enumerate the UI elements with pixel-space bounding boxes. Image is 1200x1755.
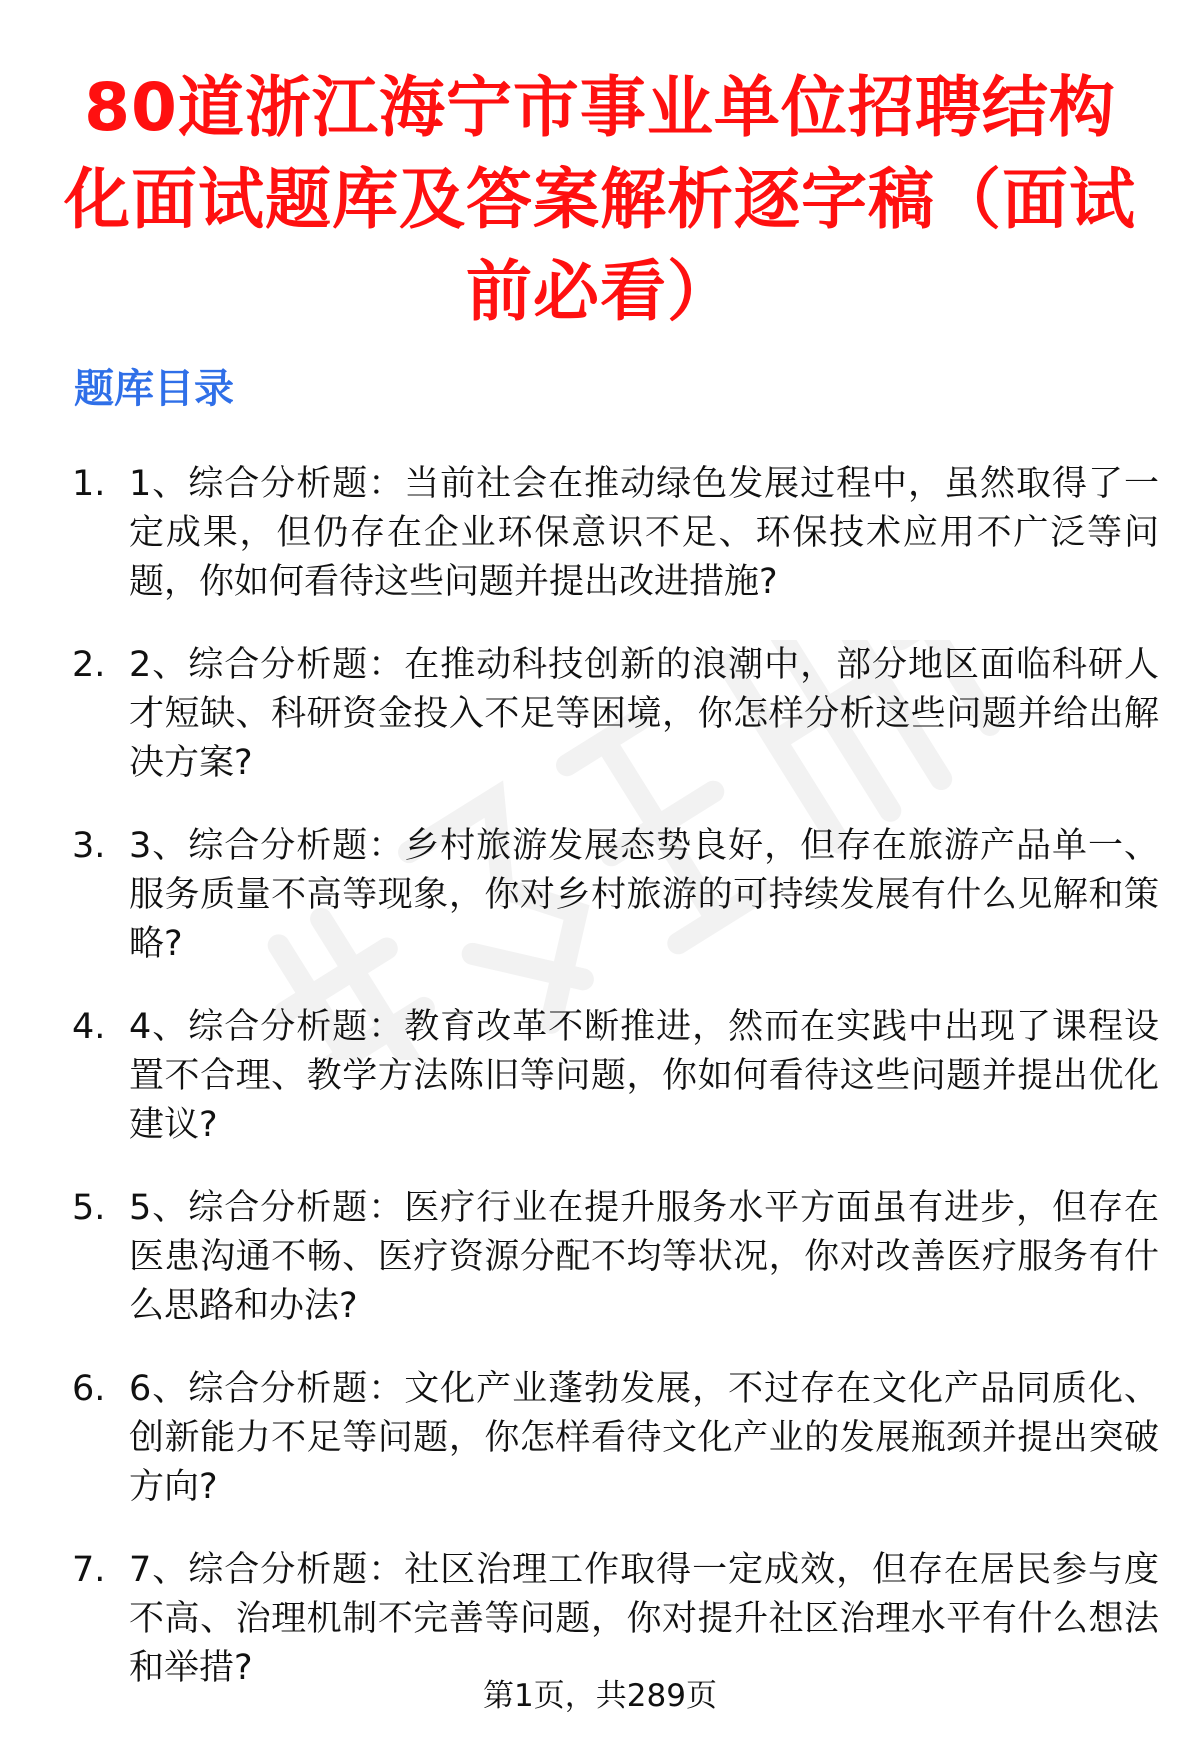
- page-title: 80道浙江海宁市事业单位招聘结构化面试题库及答案解析逐字稿（面试前必看）: [64, 69, 1136, 330]
- list-item[interactable]: [0, 1184, 1200, 1365]
- item-text: 4、综合分析题：教育改革不断推进，然而在实践中出现了课程设置不合理、教学方法陈旧等问题，你如何看待这些问题并提出优化建议?: [129, 1007, 1159, 1145]
- toc-heading: 题库目录: [74, 366, 234, 412]
- item-text: 1、综合分析题：当前社会在推动绿色发展过程中，虽然取得了一定成果，但仍存在企业环保意识不足、环保技术应用不广泛等问题，你如何看待这些问题并提出改进措施?: [129, 464, 1159, 602]
- item-text: 5、综合分析题：医疗行业在提升服务水平方面虽有进步，但存在医患沟通不畅、医疗资源分配不均等状况，你对改善医疗服务有什么思路和办法?: [129, 1188, 1159, 1326]
- item-number: 4.: [72, 1007, 106, 1047]
- item-text: 3、综合分析题：乡村旅游发展态势良好，但存在旅游产品单一、服务质量不高等现象，你对乡村旅游的可持续发展有什么见解和策略?: [129, 826, 1159, 964]
- list-item[interactable]: [0, 822, 1200, 1003]
- page-number-footer: 第1页，共289页: [483, 1678, 717, 1714]
- item-number: 3.: [72, 826, 106, 866]
- item-text: 6、综合分析题：文化产业蓬勃发展，不过存在文化产品同质化、创新能力不足等问题，你怎样看待文化产业的发展瓶颈并提出突破方向?: [129, 1369, 1159, 1507]
- item-number: 5.: [72, 1188, 106, 1228]
- item-number: 1.: [72, 464, 106, 504]
- list-item[interactable]: [0, 641, 1200, 822]
- list-item[interactable]: [0, 1365, 1200, 1546]
- item-number: 7.: [72, 1550, 106, 1590]
- toc-list: [0, 460, 1200, 1727]
- item-text: 7、综合分析题：社区治理工作取得一定成效，但存在居民参与度不高、治理机制不完善等问题，你对提升社区治理水平有什么想法和举措?: [129, 1550, 1159, 1688]
- item-number: 6.: [72, 1369, 106, 1409]
- list-item[interactable]: [0, 460, 1200, 641]
- item-text: 2、综合分析题：在推动科技创新的浪潮中，部分地区面临科研人才短缺、科研资金投入不足等困境，你怎样分析这些问题并给出解决方案?: [129, 645, 1159, 783]
- list-item[interactable]: [0, 1003, 1200, 1184]
- item-number: 2.: [72, 645, 106, 685]
